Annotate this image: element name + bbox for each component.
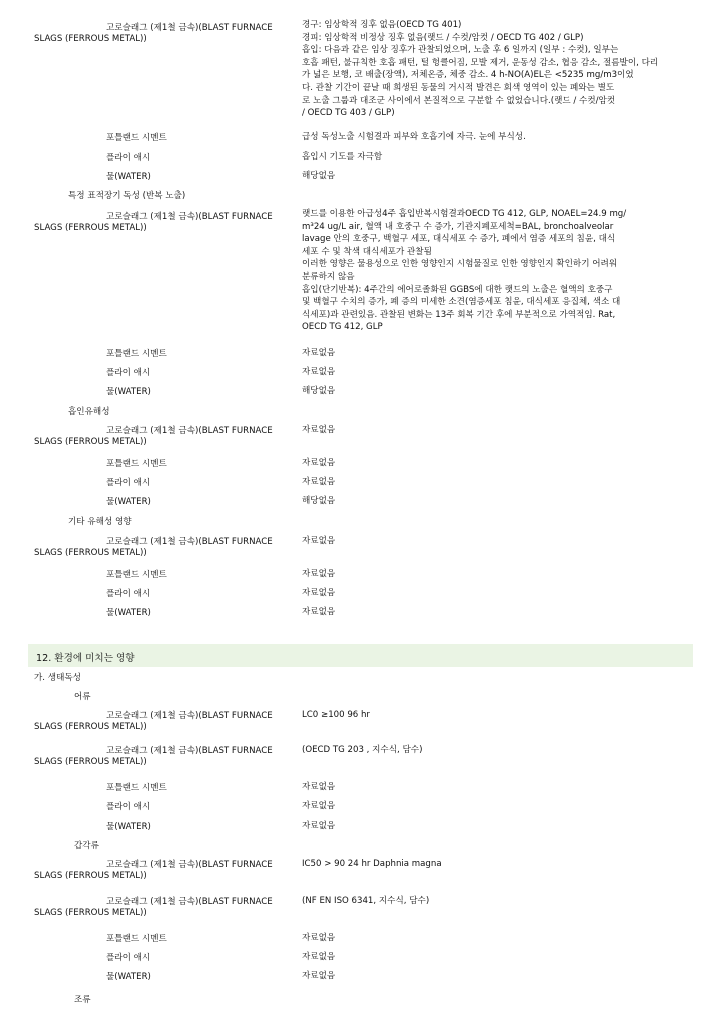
stot-slag-value: 랫드를 이용한 아급성4주 흡입반복시험결과OECD TG 412, GLP, NOAEL=24.9 mg/ m³24 ug/L air, 혈액 내 호중구 수 증가, 기관지폐포세척=BAL, bronchoalveolar lavage 안의 호중구, 백혈구 세포, 대식세포 수 증가, 폐에서 염증 세포의 침윤, 대식 세포 수 및 착색 대식세포가 관찰됨 이러한 영향은 물용성으로 인한 영향인지 시험물질로 인한 영향인지 확인하기 어려워 분류하지 않음 흡입(단기반복): 4주간의 에어로졸화된 GGBS에 대한 랫드의 노출은 혈액의 호중구 및 백혈구 수치의 증가, 폐 증의 미세한 소견(염증세포 침윤, 대식세포 응집체, 색소 대 식세포)과 관련있음. 관찰된 변화는 13주 회복 기간 후에 부분적으로 가역적임. Rat, OECD TG 412, GLP	[302, 209, 627, 333]
chemical-name: 고로슬래그 (제1철 금속)(BLAST FURNACE	[106, 426, 273, 436]
chemical-name-cont: SLAGS (FERROUS METAL))	[34, 908, 147, 918]
stot-water-value: 해당없음	[302, 386, 336, 396]
aspiration-water-value: 해당없음	[302, 496, 336, 506]
chemical-name: 고로슬래그 (제1철 금속)(BLAST FURNACE	[106, 212, 273, 222]
other-cement-value: 자료없음	[302, 569, 336, 579]
chemical-name: 플라이 애시	[106, 953, 151, 963]
crustacean-slag-value-1: IC50 > 90 24 hr Daphnia magna	[302, 859, 442, 869]
chemical-name: 물(WATER)	[106, 608, 151, 618]
aspiration-flyash-value: 자료없음	[302, 477, 336, 487]
chemical-name-cont: SLAGS (FERROUS METAL))	[34, 34, 147, 44]
fish-cement-value: 자료없음	[302, 782, 336, 792]
fish-flyash-value: 자료없음	[302, 801, 336, 811]
fish-slag-value-2: (OECD TG 203 , 지수식, 담수)	[302, 745, 423, 755]
other-hazards-heading: 기타 유해성 영향	[68, 517, 132, 527]
chemical-name: 고로슬래그 (제1철 금속)(BLAST FURNACE	[106, 897, 273, 907]
fish-slag-value-1: LC0 ≥100 96 hr	[302, 710, 370, 720]
chemical-name: 포틀랜드 시멘트	[106, 934, 167, 944]
chemical-name: 물(WATER)	[106, 497, 151, 507]
chemical-name: 고로슬래그 (제1철 금속)(BLAST FURNACE	[106, 537, 273, 547]
aspiration-cement-value: 자료없음	[302, 458, 336, 468]
chemical-name: 고로슬래그 (제1철 금속)(BLAST FURNACE	[106, 711, 273, 721]
crustacean-water-value: 자료없음	[302, 971, 336, 981]
chemical-name: 물(WATER)	[106, 822, 151, 832]
chemical-name: 고로슬래그 (제1철 금속)(BLAST FURNACE	[106, 23, 273, 33]
chemical-name-cont: SLAGS (FERROUS METAL))	[34, 722, 147, 732]
acute-flyash-value: 흡입시 기도를 자극함	[302, 152, 383, 162]
chemical-name-cont: SLAGS (FERROUS METAL))	[34, 437, 147, 447]
stot-repeated-heading: 특정 표적장기 독성 (반복 노출)	[68, 191, 186, 201]
acute-water-value: 해당없음	[302, 171, 336, 181]
chemical-name-cont: SLAGS (FERROUS METAL))	[34, 757, 147, 767]
chemical-name: 포틀랜드 시멘트	[106, 783, 167, 793]
crustacean-slag-value-2: (NF EN ISO 6341, 지수식, 담수)	[302, 896, 430, 906]
chemical-name: 플라이 애시	[106, 368, 151, 378]
chemical-name: 물(WATER)	[106, 387, 151, 397]
chemical-name: 포틀랜드 시멘트	[106, 349, 167, 359]
stot-flyash-value: 자료없음	[302, 367, 336, 377]
fish-heading: 어류	[74, 692, 91, 702]
chemical-name: 포틀랜드 시멘트	[106, 133, 167, 143]
stot-cement-value: 자료없음	[302, 348, 336, 358]
chemical-name: 고로슬래그 (제1철 금속)(BLAST FURNACE	[106, 860, 273, 870]
acute-cement-value: 급성 독성노출 시험결과 피부와 호흡기에 자극. 눈에 부식성.	[302, 132, 526, 142]
chemical-name: 물(WATER)	[106, 972, 151, 982]
ecotoxicity-heading: 가. 생태독성	[34, 673, 81, 683]
crustacean-cement-value: 자료없음	[302, 933, 336, 943]
chemical-name: 플라이 애시	[106, 478, 151, 488]
fish-water-value: 자료없음	[302, 821, 336, 831]
aspiration-heading: 흡인유해성	[68, 407, 110, 417]
aspiration-slag-value: 자료없음	[302, 425, 336, 435]
section-12-header	[28, 644, 693, 667]
crustacean-heading: 갑각류	[74, 841, 99, 851]
chemical-name: 플라이 애시	[106, 153, 151, 163]
crustacean-flyash-value: 자료없음	[302, 952, 336, 962]
chemical-name: 플라이 애시	[106, 589, 151, 599]
other-flyash-value: 자료없음	[302, 588, 336, 598]
chemical-name: 포틀랜드 시멘트	[106, 570, 167, 580]
acute-slag-value: 경구: 임상학적 징후 없음(OECD TG 401) 경피: 임상학적 비정상 징후 없음(랫드 / 수컷/암컷 / OECD TG 402 / GLP) 흡입: 다음과 같은 임상 징후가 관찰되었으며, 노출 후 6 일까지 (일부 : 수컷), 일부는 호흡 패턴, 불규칙한 호흡 패턴, 털 헝클어짐, 모발 제거, 운동성 감소, 협응 감소, 절름발이, 다리 가 넓은 보행, 코 배출(장액), 저체온증, 체중 감소. 4 h-NO(A)EL은 <5235 mg/m3이었 다. 관찰 기간이 끝날 때 희생된 동물의 거시적 발견은 회색 영역이 있는 폐와는 별도 로 노출 그룹과 대조군 사이에서 본질적으로 구분할 수 없었습니다.(랫드 / 수컷/암컷 / OECD TG 403 / GLP)	[302, 20, 659, 119]
algae-heading: 조류	[74, 995, 91, 1005]
chemical-name-cont: SLAGS (FERROUS METAL))	[34, 871, 147, 881]
chemical-name: 물(WATER)	[106, 172, 151, 182]
chemical-name: 포틀랜드 시멘트	[106, 459, 167, 469]
chemical-name: 플라이 애시	[106, 802, 151, 812]
other-water-value: 자료없음	[302, 607, 336, 617]
other-slag-value: 자료없음	[302, 536, 336, 546]
chemical-name: 고로슬래그 (제1철 금속)(BLAST FURNACE	[106, 746, 273, 756]
chemical-name-cont: SLAGS (FERROUS METAL))	[34, 223, 147, 233]
chemical-name-cont: SLAGS (FERROUS METAL))	[34, 548, 147, 558]
section-12-title: 12. 환경에 미치는 영향	[36, 653, 135, 664]
